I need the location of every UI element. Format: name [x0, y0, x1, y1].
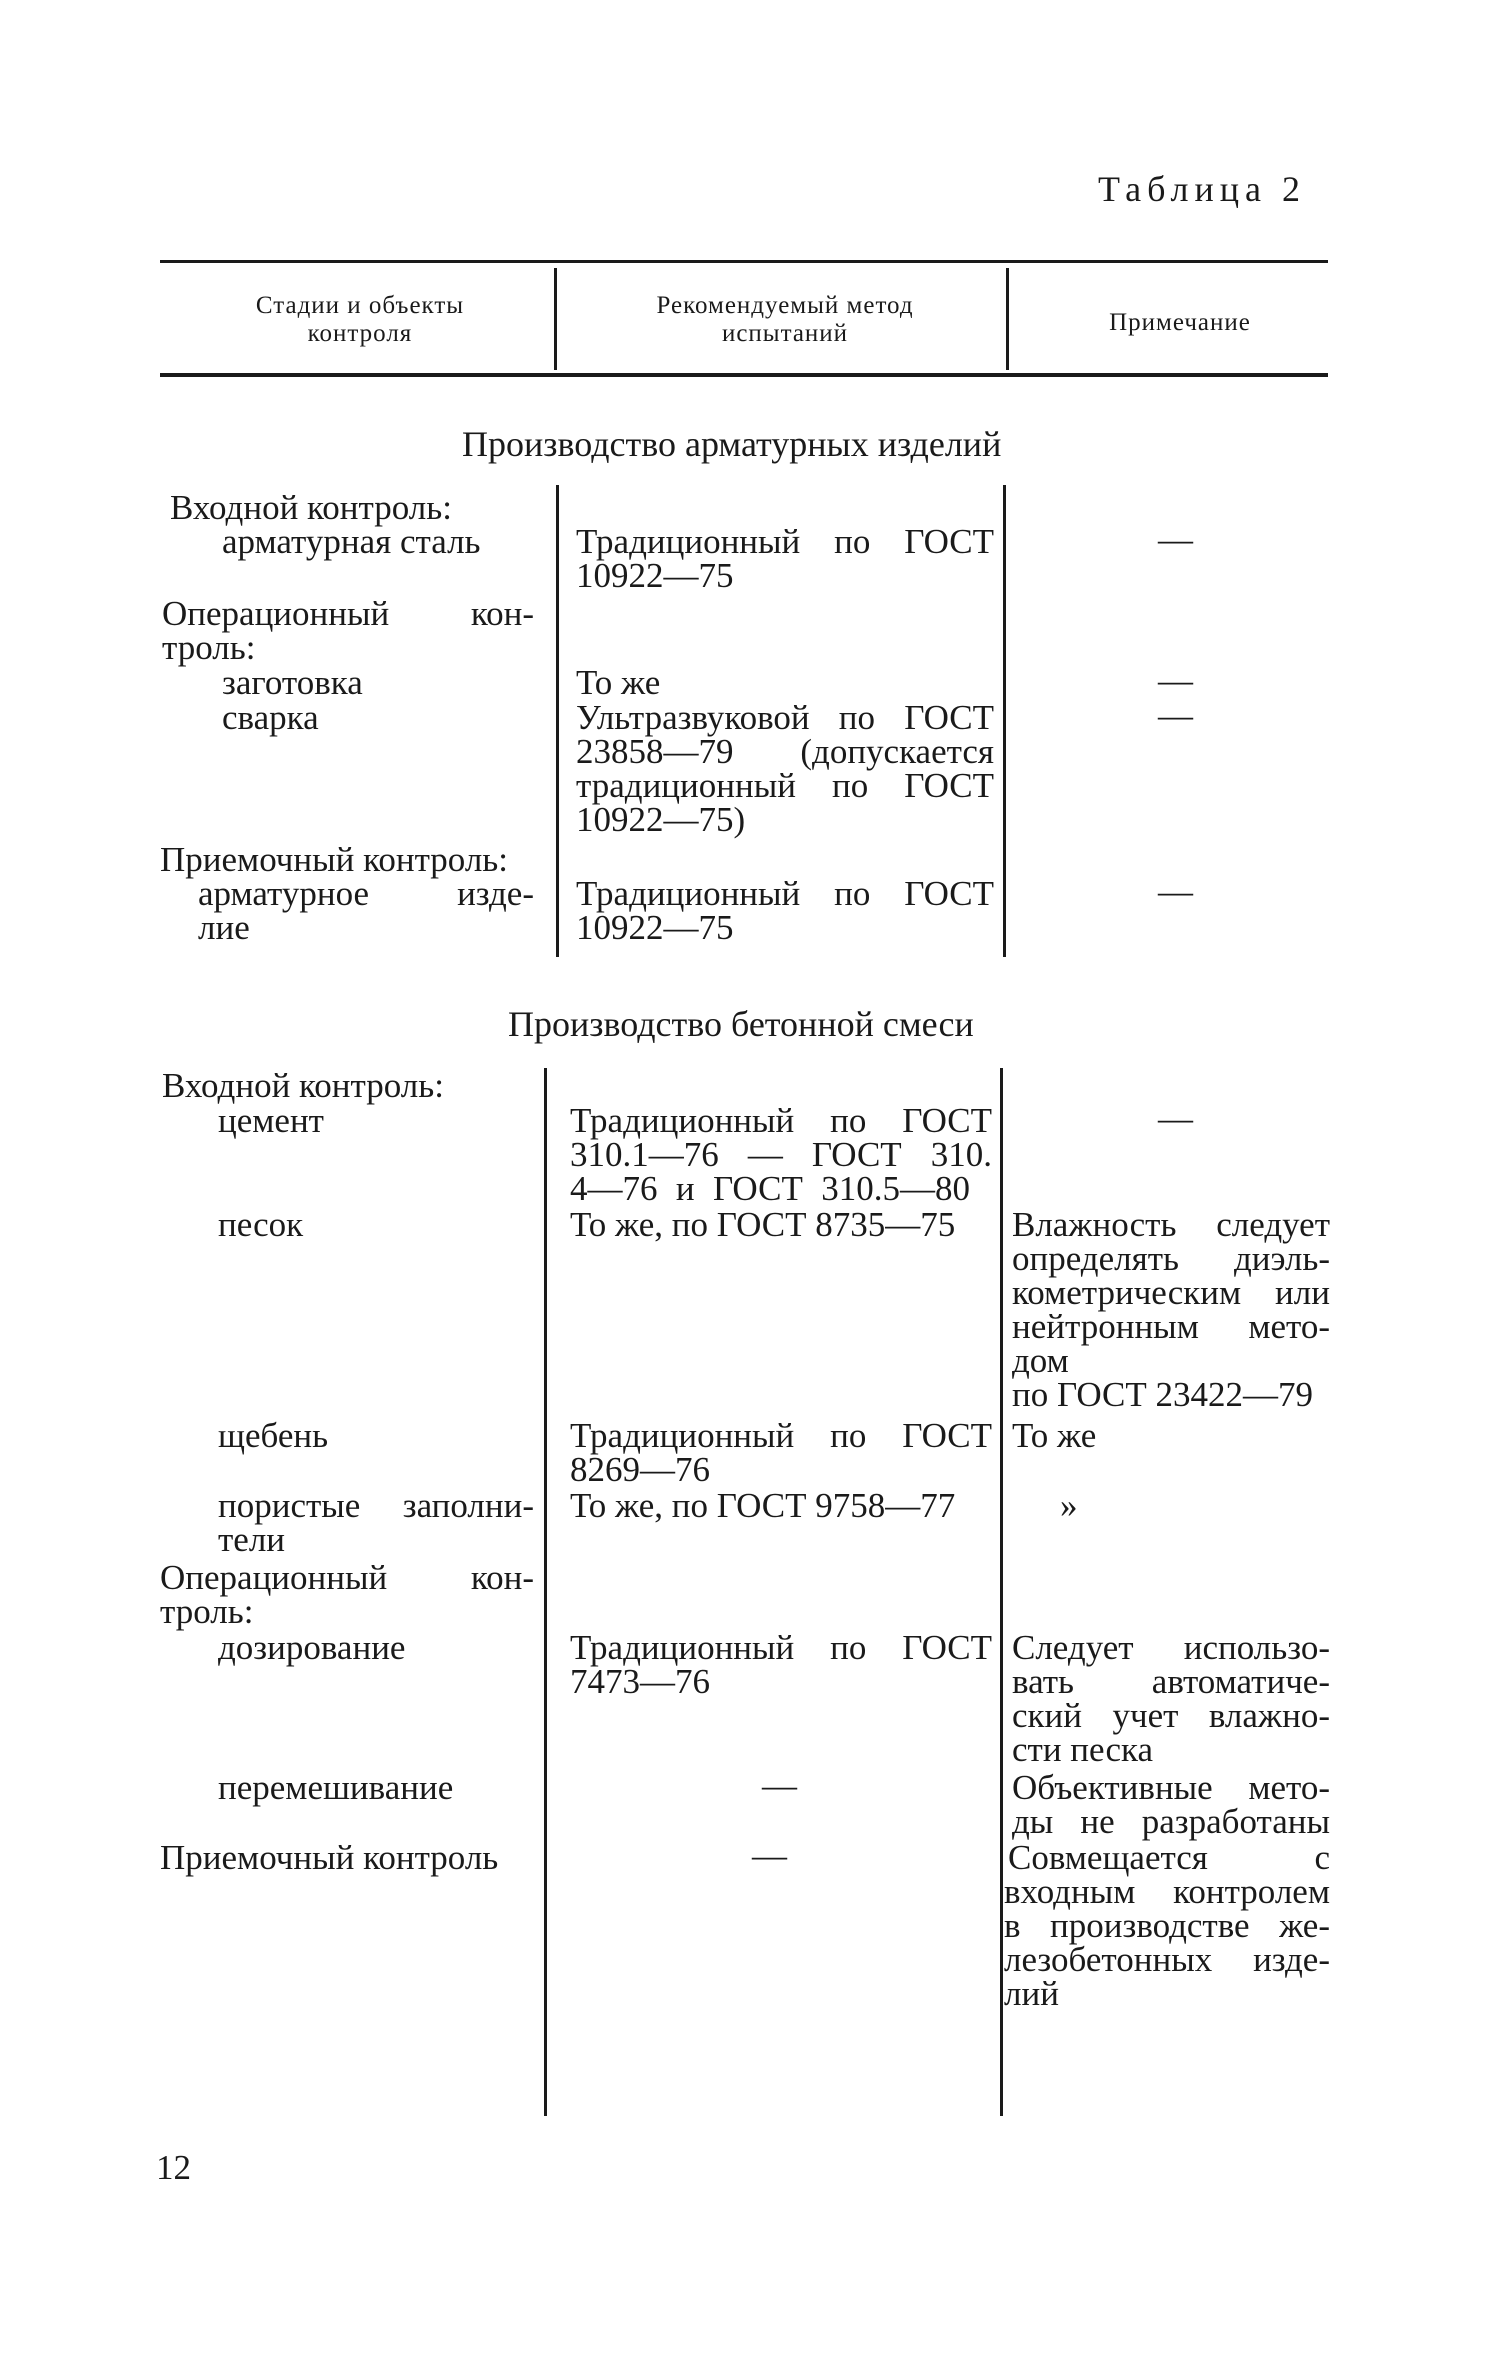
- s2-mixing: перемешивание: [218, 1768, 454, 1807]
- s2-accept-method: —: [752, 1836, 787, 1875]
- s1-weld: сварка: [222, 698, 319, 737]
- s2-mixing-note-2: ды не разработаны: [1012, 1802, 1330, 1841]
- s1-steel: арматурная сталь: [222, 522, 481, 561]
- s1-steel-note: —: [1158, 520, 1193, 559]
- s2-porous-1: пористые заполни-: [218, 1486, 534, 1525]
- s2-accept-note-1: Совмещается с: [1008, 1838, 1330, 1877]
- header-col-stages: Стадии и объекты контроля: [255, 292, 465, 347]
- s1-weld-method-4: 10922—75): [576, 800, 746, 839]
- s2-dosing-method-1: Традиционный по ГОСТ: [570, 1628, 992, 1667]
- s2-cement: цемент: [218, 1101, 324, 1140]
- s1-weld-method-3: традиционный по ГОСТ: [576, 766, 994, 805]
- s2-gravel: щебень: [218, 1416, 329, 1455]
- s2-sand-note-2: определять диэль-: [1012, 1239, 1330, 1278]
- s2-gravel-method-2: 8269—76: [570, 1450, 710, 1489]
- s2-cement-method-3: 4—76 и ГОСТ 310.5—80: [570, 1169, 970, 1208]
- header-bottom-rule: [160, 373, 1328, 377]
- page-number: 12: [156, 2148, 191, 2187]
- s1-blank-note: —: [1158, 661, 1193, 700]
- s1-blank-method: То же: [576, 663, 661, 702]
- s2-accept-note-2: входным контролем: [1004, 1872, 1330, 1911]
- s1-steel-method-2: 10922—75: [576, 556, 734, 595]
- s1-input-label: Входной контроль:: [170, 488, 452, 527]
- s2-mixing-method: —: [762, 1766, 797, 1805]
- section-title-reinforcement: Производство арматурных изделий: [462, 424, 1002, 464]
- s1-accept-label: Приемочный контроль:: [160, 840, 508, 879]
- s1-item-method-2: 10922—75: [576, 908, 734, 947]
- s2-dosing-method-2: 7473—76: [570, 1662, 710, 1701]
- s2-dosing-note-1: Следует использо-: [1012, 1628, 1330, 1667]
- s2-sand-method: То же, по ГОСТ 8735—75: [570, 1205, 956, 1244]
- s2-divider-2: [1000, 1068, 1003, 2116]
- header-divider-1: [554, 268, 557, 370]
- s2-porous-note: »: [1060, 1486, 1078, 1525]
- s2-oper-label-1: Операционный кон-: [160, 1558, 534, 1597]
- s2-dosing-note-3: ский учет влажно-: [1012, 1696, 1330, 1735]
- header-col-method: Рекомендуемый метод испытаний: [656, 292, 914, 347]
- s2-gravel-method-1: Традиционный по ГОСТ: [570, 1416, 992, 1455]
- s2-porous-method: То же, по ГОСТ 9758—77: [570, 1486, 956, 1525]
- s2-accept-note-5: лий: [1004, 1974, 1059, 2013]
- s2-sand-note-4: нейтронным мето-: [1012, 1307, 1330, 1346]
- s1-steel-method-1: Традиционный по ГОСТ: [576, 522, 994, 561]
- s2-cement-method-2: 310.1—76 — ГОСТ 310.: [570, 1135, 992, 1174]
- header-top-rule: [160, 260, 1328, 263]
- s2-sand-note-5: дом: [1012, 1341, 1069, 1380]
- s2-input-label: Входной контроль:: [162, 1066, 444, 1105]
- s1-divider-1: [556, 485, 559, 957]
- s2-dosing-note-2: вать автоматиче-: [1012, 1662, 1330, 1701]
- s2-gravel-note: То же: [1012, 1416, 1097, 1455]
- s2-dosing-note-4: сти песка: [1012, 1730, 1153, 1769]
- s1-weld-note: —: [1158, 696, 1193, 735]
- s2-accept-note-4: лезобетонных изде-: [1004, 1940, 1330, 1979]
- s1-item-note: —: [1158, 872, 1193, 911]
- s1-weld-method-1: Ультразвуковой по ГОСТ: [576, 698, 994, 737]
- s1-oper-label-1: Операционный кон-: [162, 594, 534, 633]
- s2-divider-1: [544, 1068, 547, 2116]
- s1-item-1: арматурное изде-: [198, 874, 534, 913]
- s2-dosing: дозирование: [218, 1628, 406, 1667]
- s1-weld-method-2: 23858—79 (допускается: [576, 732, 994, 771]
- s1-oper-label-2: троль:: [162, 628, 256, 667]
- section-title-concrete: Производство бетонной смеси: [508, 1004, 974, 1044]
- table-title: Таблица 2: [1098, 169, 1306, 209]
- s2-accept-note-3: в производстве же-: [1004, 1906, 1330, 1945]
- s2-oper-label-2: троль:: [160, 1592, 254, 1631]
- s2-sand-note-1: Влажность следует: [1012, 1205, 1330, 1244]
- s2-sand-note-3: кометрическим или: [1012, 1273, 1330, 1312]
- s2-accept-label: Приемочный контроль: [160, 1838, 499, 1877]
- s1-divider-2: [1003, 485, 1006, 957]
- s2-mixing-note-1: Объективные мето-: [1012, 1768, 1330, 1807]
- header-col-note: Примечание: [1109, 309, 1251, 336]
- s2-cement-note: —: [1158, 1099, 1193, 1138]
- header-divider-2: [1006, 268, 1009, 370]
- s1-item-2: лие: [198, 908, 250, 947]
- s1-item-method-1: Традиционный по ГОСТ: [576, 874, 994, 913]
- s2-cement-method-1: Традиционный по ГОСТ: [570, 1101, 992, 1140]
- s1-blank: заготовка: [222, 663, 363, 702]
- s2-sand: песок: [218, 1205, 304, 1244]
- s2-porous-2: тели: [218, 1520, 286, 1559]
- s2-sand-note-6: по ГОСТ 23422—79: [1012, 1375, 1314, 1414]
